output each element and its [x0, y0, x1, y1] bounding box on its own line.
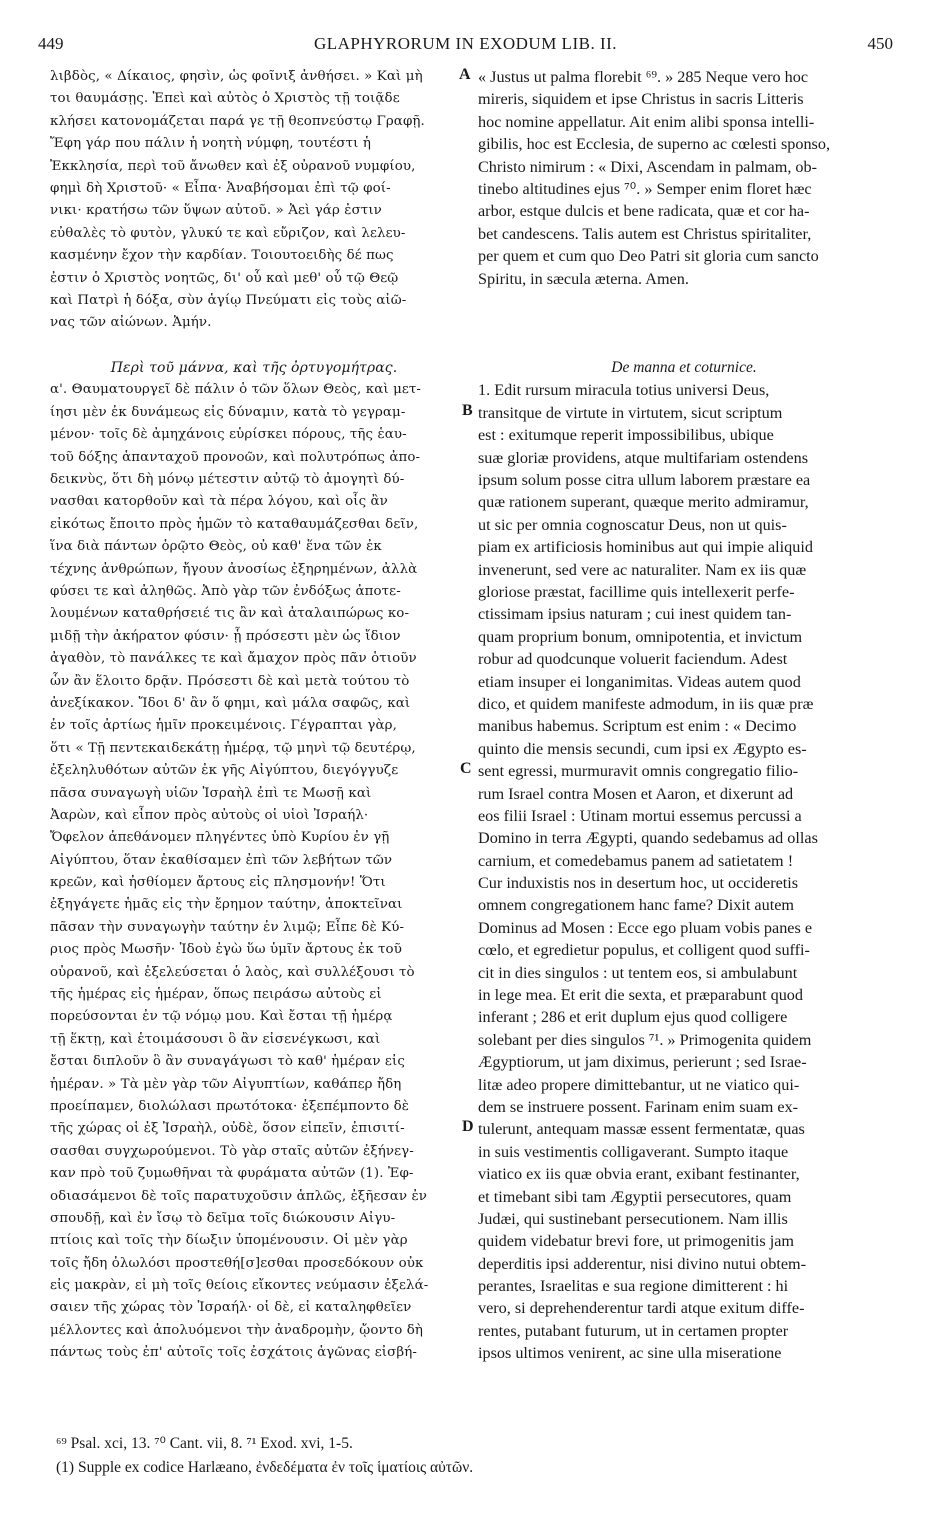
text-line: τέχνης ἀνθρώπων, ἤγουν ἀνοσίως ἐξηρημένων, ἀλλὰ [50, 561, 418, 577]
text-line: σπουδῇ, καὶ ἐν ἴσῳ τὸ δεῖμα τοῖς διώκουσιν Αἰγυ- [50, 1210, 396, 1226]
text-line: tulerunt, antequam massæ essent fermentatæ, quas [478, 1120, 805, 1139]
text-line: φημὶ δὴ Χριστοῦ· « Εἶπα· Ἀναβήσομαι ἐπὶ τῷ φοί- [50, 180, 391, 196]
text-line: Ὄφελον ἀπεθάνομεν πληγέντες ὑπὸ Κυρίου ἐν γῇ [50, 830, 390, 846]
text-line: κλήσει κατονομάζεται παρά γε τῇ θεοπνεύστῳ Γραφῇ. [50, 113, 425, 129]
running-title: GLAPHYRORUM IN EXODUM LIB. II. [313, 34, 618, 53]
text-line: Spiritu, in sæcula æterna. Amen. [478, 269, 689, 288]
text-line [478, 290, 890, 312]
text-line: Ἔφη γάρ που πάλιν ἡ νοητὴ νύμφη, τουτέστι ἡ [50, 136, 371, 152]
margin-letter-c: C [460, 760, 472, 777]
latin-column [478, 66, 890, 1365]
text-line: ipsum solum posse citra ullum laborem præstare ea [478, 471, 811, 490]
text-line: Domino in terra Ægypti, quando sedebamus ad ollas [478, 829, 818, 848]
text-line: gibilis, hoc est Ecclesia, de superno ac cœlesti sponso, [478, 135, 830, 154]
text-line: σαιεν τῆς χώρας τὸν Ἰσραήλ· οἱ δὲ, εἰ καταληφθεῖεν [50, 1300, 412, 1316]
footnotes [56, 1432, 886, 1480]
text-line: deperditis ipsi adderentur, nisi divino nutui obtem- [478, 1254, 806, 1273]
footnote-references: ⁶⁹ Psal. xci, 13. ⁷⁰ Cant. vii, 8. ⁷¹ Exod. xvi, 1-5. [56, 1435, 353, 1452]
text-line: carnium, et comedebamus panem ad satietatem ! [478, 851, 794, 870]
page-number-left: 449 [38, 34, 64, 53]
text-line: νασθαι κατορθοῦν καὶ τὰ πέρα λόγου, καὶ οἷς ἂν [50, 494, 388, 510]
text-line: ἐστιν ὁ Χριστὸς νοητῶς, δι' οὗ καὶ μεθ' οὗ τῷ Θεῷ [50, 270, 399, 286]
text-line: ἐν τοῖς ἀρτίως ἡμῖν προκειμένοις. Γέγραπται γὰρ, [50, 718, 397, 734]
text-line: in suis vestimentis colligaverant. Sumpto itaque [478, 1142, 789, 1161]
text-line: transitque de virtute in virtutem, sicut scriptum [478, 403, 783, 422]
footnote-manuscript-note: (1) Supple ex codice Harlæano, ἐνδεδέματα ἐν τοῖς ἱματίοις αὐτῶν. [56, 1459, 474, 1476]
text-line: πάντως τοὺς ἐπ' αὐτοῖς τοῖς ἐσχάτοις ἀγῶνας εἰσβή- [50, 1345, 417, 1361]
text-line: πτίοις καὶ τοῖς τὴν δίωξιν ὑπομένουσιν. Οἱ μὲν γὰρ [50, 1233, 408, 1249]
text-line: ἀγαθὸν, τὸ πανάλκες τε καὶ ἄμαχον πρὸς πᾶν ὁτιοῦν [50, 651, 417, 667]
text-line: bet candescens. Talis autem est Christus spiritaliter, [478, 224, 812, 243]
text-line: eos filii Israel : Utinam mortui essemus percussi a [478, 806, 802, 825]
text-line: cœlo, et egredietur populus, et colligent quod suffi- [478, 941, 810, 960]
text-line: ἡμέραν. » Τὰ μὲν γὰρ τῶν Αἰγυπτίων, καθάπερ ἤδη [50, 1076, 402, 1092]
text-line: tinebo altitudines ejus ⁷⁰. » Semper enim floret hæc [478, 179, 812, 198]
text-line: μένον· τοῖς δὲ ἀμηχάνοις εὑρίσκει πόρους, τῆς ἑαυ- [50, 427, 407, 443]
text-line: ίησι μὲν ἐκ δυνάμεως εἰς δύναμιν, κατὰ τὸ γεγραμ- [50, 404, 406, 420]
text-line: πᾶσαν τὴν συναγωγὴν ταύτην ἐν λιμῷ; Εἶπε δὲ Κύ- [50, 919, 405, 935]
greek-column [50, 66, 458, 1365]
text-line: καν πρὸ τοῦ ζυμωθῆναι τὰ φυράματα αὐτῶν (1). Ἐφ- [50, 1166, 414, 1182]
text-line: dem se instruere possent. Farinam enim suam ex- [478, 1097, 799, 1116]
text-line: ipsos ultimos venirent, ac sine ulla miseratione [478, 1344, 782, 1363]
margin-letter-b: B [462, 402, 473, 419]
running-head [38, 34, 893, 60]
text-line: arbor, estque dulcis et bene radicata, quæ et cor ha- [478, 202, 810, 221]
text-line: robur ad quodcunque voluerit faciendum. Adest [478, 650, 788, 669]
text-line: vero, si deprehenderentur tardi atque exitum diffe- [478, 1299, 805, 1318]
text-line: invenerunt, sed vere ac naturaliter. Nam ex iis quæ [478, 560, 807, 579]
text-line: ἔσται διπλοῦν ὃ ἂν συναγάγωσι τὸ καθ' ἡμέραν εἰς [50, 1054, 405, 1070]
text-line: φύσει τε καὶ ἀληθῶς. Ἀπὸ γὰρ τῶν ἐνδόξως ἀποτε- [50, 583, 401, 599]
text-line: per quem et cum quo Deo Patri sit gloria cum sancto [478, 247, 819, 266]
text-line: manibus habemus. Scriptum est enim : « Decimo [478, 717, 797, 736]
text-line: inferant ; 286 et erit duplum ejus quod colligere [478, 1008, 788, 1027]
text-line: et timebant sibi tam Ægyptii persecutores, quam [478, 1187, 792, 1206]
text-line: Ægyptiorum, ut jam diximus, perierunt ; sed Israe- [478, 1053, 807, 1072]
text-line: « Justus ut palma florebit ⁶⁹. » 285 Neque vero hoc [478, 68, 809, 86]
margin-letter-a: A [459, 66, 471, 83]
text-line: λουμένων καταθρήσειέ τις ἂν καὶ ἀταλαιπώρως κο- [50, 606, 410, 622]
text-line: τῆς ἡμέρας εἰς ἡμέραν, ὅπως πειράσω αὐτοὺς εἰ [50, 987, 382, 1003]
section-heading: Περὶ τοῦ μάννα, καὶ τῆς ὀρτυγομήτρας. [110, 360, 398, 377]
text-line: Ἀαρὼν, καὶ εἶπον πρὸς αὐτοὺς οἱ υἱοὶ Ἰσραήλ· [50, 807, 369, 823]
text-line: viatico ex iis quæ obvia erant, exibant festinanter, [478, 1165, 800, 1184]
text-line: quidem videbatur brevi fore, ut primogenitis jam [478, 1232, 795, 1251]
text-line: Judæi, qui sustinebant persecutionem. Nam illis [478, 1209, 788, 1228]
text-line: τῆς χώρας οἱ ἐξ Ἰσραὴλ, οὐδὲ, ὅσον εἰπεῖν, ἐπισιτί- [50, 1121, 405, 1137]
text-line: quam proprium bonum, omnipotentia, et invictum [478, 627, 803, 646]
section-heading: De manna et coturnice. [611, 359, 757, 377]
text-line: ἐξηγάγετε ἡμᾶς εἰς τὴν ἔρημον ταύτην, ἀποκτεῖναι [50, 897, 403, 913]
text-line: omnem congregationem hanc fame? Dixit autem [478, 896, 794, 915]
text-line: ctissimam ipsius naturam ; cui inest quidem tan- [478, 605, 792, 624]
text-line: ut sic per omnia cognoscatur Deus, non ut quis- [478, 515, 787, 534]
text-line [478, 335, 890, 357]
text-line: Dominus ad Mosen : Ecce ego pluam vobis panes e [478, 918, 813, 937]
text-line: νας τῶν αἰώνων. Ἀμήν. [50, 315, 212, 331]
text-line: μέλλοντες καὶ ἀπολυόμενοι τὴν ἀναδρομὴν, ᾤοντο δὴ [50, 1322, 424, 1338]
text-line: εὐθαλὲς τὸ φυτὸν, γλυκύ τε καὶ εὔριζον, καὶ λελευ- [50, 225, 406, 241]
text-line: πορεύσονται ἐν τῷ νόμῳ μου. Καὶ ἔσται τῇ ἡμέρᾳ [50, 1009, 393, 1025]
text-line: εἰς μακρὰν, εἰ μὴ τοῖς θείοις εἴκοντες νεύμασιν ἐξελά- [50, 1278, 429, 1294]
text-line: mireris, siquidem et ipse Christus in sacris Litteris [478, 90, 804, 109]
text-line: perantes, Israelitas e sua regione dimitterent : hi [478, 1277, 789, 1296]
text-line: hoc nomine appellatur. Ait enim alibi sponsa intelli- [478, 112, 815, 131]
text-line: ἀνεξίκακον. Ἴδοι δ' ἂν ὅ φημι, καὶ μάλα σαφῶς, καὶ [50, 695, 411, 711]
text-line: quinto die mensis secundi, cum ipsi ex Ægypto es- [478, 739, 807, 758]
text-line: rum Israel contra Mosen et Aaron, et dixerunt ad [478, 784, 794, 803]
text-line: καὶ Πατρὶ ἡ δόξα, σὺν ἁγίῳ Πνεύματι εἰς τοὺς αἰῶ- [50, 292, 407, 308]
text-line: in lege mea. Et erit die sexta, et præparabunt quod [478, 986, 803, 1005]
text-line: ἐξεληλυθότων αὐτῶν ἐκ γῆς Αἰγύπτου, διεγόγγυζε [50, 763, 399, 779]
text-line: ριος πρὸς Μωσῆν· Ἰδοὺ ἐγὼ ὕω ὑμῖν ἄρτους ἐκ τοῦ [50, 942, 402, 958]
text-line: Christo nimirum : « Dixi, Ascendam in palmam, ob- [478, 157, 818, 176]
text-line: πᾶσα συναγωγὴ υἱῶν Ἰσραὴλ ἐπὶ τε Μωσῇ καὶ [50, 785, 372, 801]
text-line: Cur induxistis nos in desertum hoc, ut occideretis [478, 874, 799, 893]
text-line: suæ gloriæ providens, atque multifariam ostendens [478, 448, 808, 467]
text-line: τῇ ἕκτῃ, καὶ ἑτοιμάσουσι ὃ ἂν εἰσενέγκωσι, καὶ [50, 1031, 381, 1047]
text-line: κρεῶν, καὶ ἠσθίομεν ἄρτους εἰς πλησμονήν! Ὅτι [50, 875, 386, 891]
text-line: sent egressi, murmuravit omnis congregatio filio- [478, 762, 799, 781]
text-line: νικι· κρατήσω τῶν ὕψων αὐτοῦ. » Ἀεὶ γάρ ἐστιν [50, 203, 382, 219]
margin-letter-d: D [462, 1118, 474, 1135]
text-line: οδιασάμενοι δὲ τοῖς παρατυχοῦσιν ἁπλῶς, ἐξῆεσαν ἐν [50, 1188, 428, 1204]
text-line: τοῦ δόξης ἁπανταχοῦ προνοῶν, καὶ πολυτρόπως ἀπο- [50, 449, 421, 465]
text-line: οὐρανοῦ, καὶ ἐξελεύσεται ὁ λαὸς, καὶ συλλέξουσι τὸ [50, 964, 415, 980]
text-line: solebant per dies singulos ⁷¹. » Primogenita quidem [478, 1030, 812, 1049]
text-line: σασθαι συγχωρούμενοι. Τὸ γὰρ σταῖς αὐτῶν ἐξήνεγ- [50, 1143, 414, 1159]
text-line: 1. Edit rursum miracula totius universi Deus, [478, 381, 770, 400]
text-line: etiam insuper ei longanimitas. Videas autem quod [478, 672, 801, 691]
text-line: προείπαμεν, διολώλασι πρωτότοκα· ἐξεπέμποντο δὲ [50, 1098, 410, 1114]
text-line: δεικνὺς, ὅτι δὴ μόνῳ μέτεστιν αὐτῷ τὸ ἀμογητὶ δύ- [50, 472, 405, 488]
text-line: quæ rationem superant, quæque merito admiramur, [478, 493, 809, 512]
text-line: est : exitumque reperit impossibilibus, ubique [478, 426, 774, 445]
text-line: λιβδὸς, « Δίκαιος, φησὶν, ὡς φοῖνιξ ἀνθήσει. » Καὶ μὴ [50, 69, 423, 84]
text-line: ὧν ἂν ἕλοιτο δρᾷν. Πρόσεστι δὲ καὶ μετὰ τούτου τὸ [50, 673, 410, 689]
text-line: ἵνα διὰ πάντων ὁρῷτο Θεὸς, οὐ καθ' ἕνα τῶν ἐκ [50, 539, 382, 555]
text-line: litæ adeo propere dimittebantur, ut ne viatico qui- [478, 1075, 800, 1094]
text-line: rentes, putabant futurum, ut in certamen propter [478, 1321, 789, 1340]
text-line: dico, et quidem manifeste admodum, in iis quæ præ [478, 694, 814, 713]
text-line: Ἐκκλησία, περὶ τοῦ ἄνωθεν καὶ ἐξ οὐρανοῦ νυμφίου, [50, 158, 416, 174]
text-line: Αἰγύπτου, ὅταν ἐκαθίσαμεν ἐπὶ τῶν λεβήτων τῶν [50, 852, 393, 868]
text-line: α'. Θαυματουργεῖ δὲ πάλιν ὁ τῶν ὅλων Θεὸς, καὶ μετ- [50, 382, 422, 398]
text-line [478, 312, 890, 334]
text-line: τοι θαυμάσῃς. Ἐπεὶ καὶ αὐτὸς ὁ Χριστὸς τῇ τοιᾷδε [50, 91, 400, 107]
text-line: gloriose præstat, facillime quis intellexerit perfe- [478, 582, 795, 601]
text-line: εἰκότως ἔποιτο πρὸς ἡμῶν τὸ καταθαυμάζεσθαι δεῖν, [50, 516, 419, 532]
text-line: τοῖς ἤδη ὀλωλόσι προστεθή[σ]εσθαι προσεδόκουν οὐκ [50, 1255, 424, 1271]
text-line [50, 335, 458, 357]
page-number-right: 450 [867, 34, 893, 53]
text-line: ὅτι « Τῇ πεντεκαιδεκάτῃ ἡμέρᾳ, τῷ μηνὶ τῷ δευτέρῳ, [50, 740, 416, 756]
text-line: cit in dies singulos : ut tentem eos, si ambulabunt [478, 963, 798, 982]
text-line: κασμένην ἔχον τὴν καρδίαν. Τοιουτοειδὴς δέ πως [50, 248, 394, 264]
text-line: piam ex artificiosis hominibus aut qui impie aliquid [478, 538, 813, 557]
text-line: μιδῇ τὴν ἀκήρατον φύσιν· ᾗ πρόσεστι μὲν ὡς ἴδιον [50, 628, 401, 644]
